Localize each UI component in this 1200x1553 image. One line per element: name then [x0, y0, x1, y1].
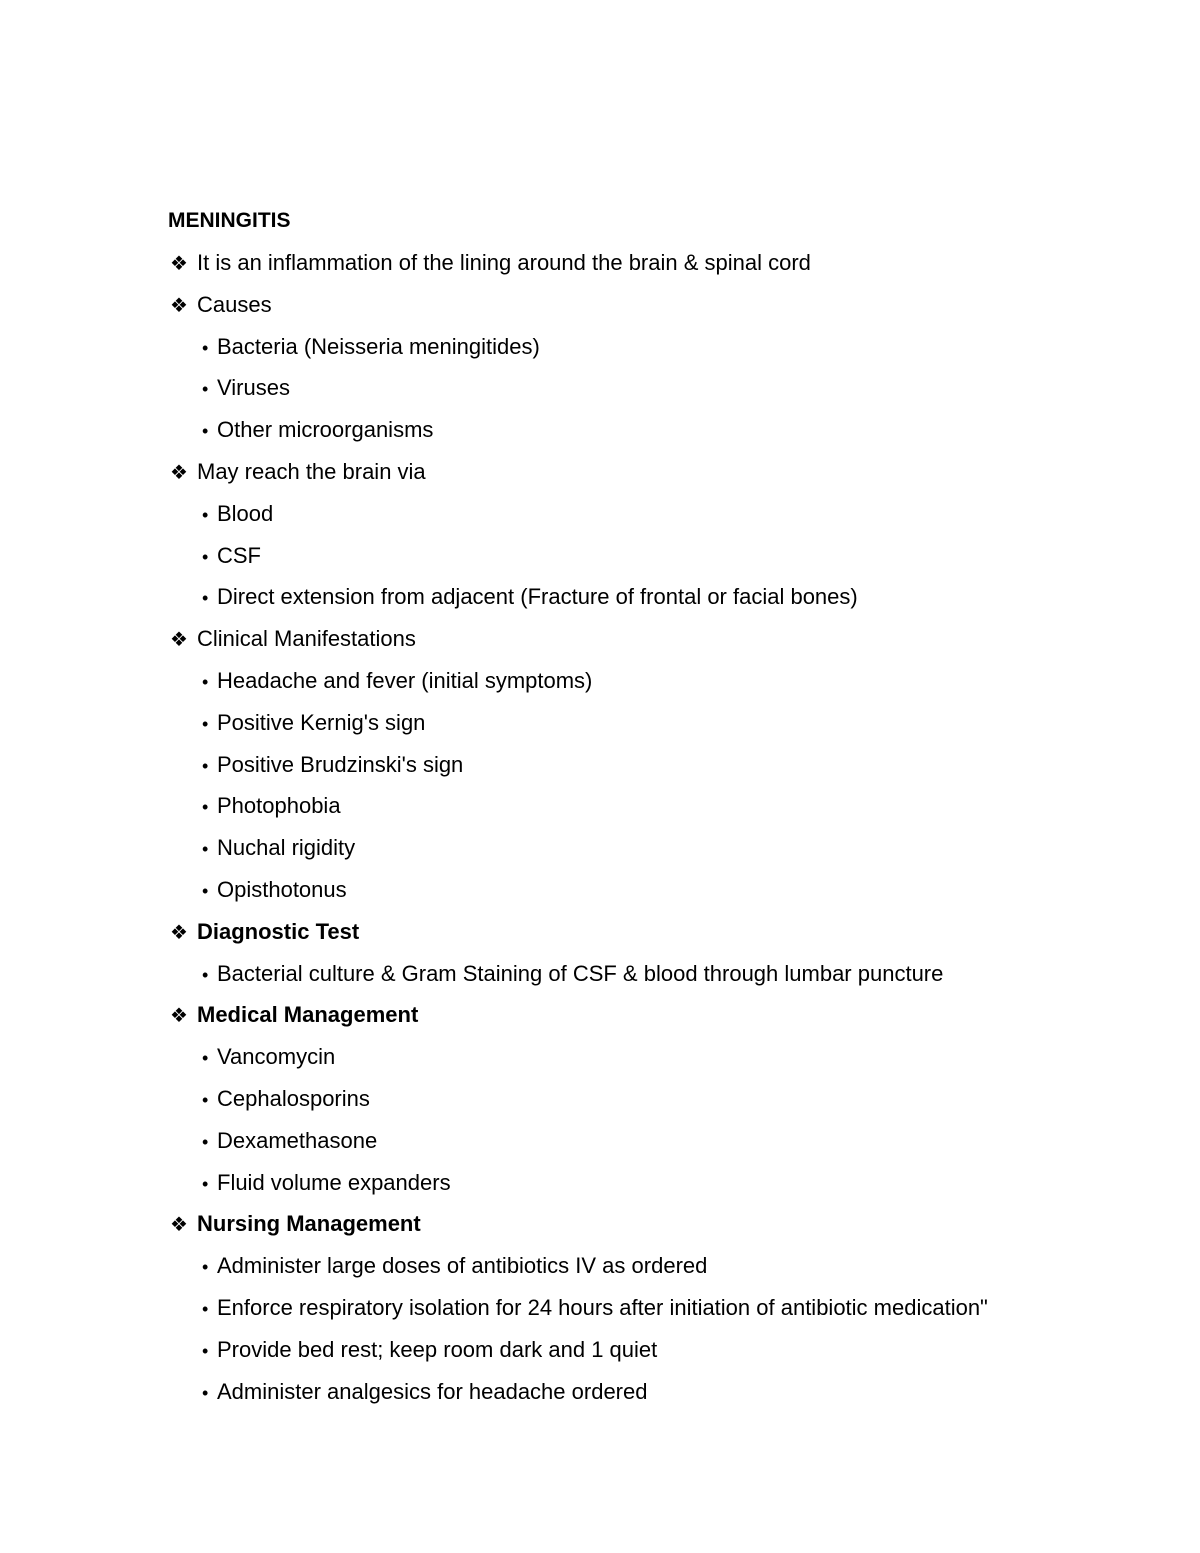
list-item-text: Administer analgesics for headache ordered	[217, 1379, 648, 1404]
list-item	[202, 960, 943, 989]
list-item-text: Opisthotonus	[217, 877, 347, 902]
bullet-dot-icon: •	[202, 1174, 209, 1194]
diamond-bullet-icon: ❖	[170, 1005, 188, 1027]
list-item-text: Nuchal rigidity	[217, 835, 356, 860]
bullet-dot-icon: •	[202, 839, 209, 859]
list-item	[202, 542, 261, 571]
list-item	[202, 1294, 988, 1323]
section-heading-text: Diagnostic Test	[197, 919, 360, 944]
diamond-bullet-icon: ❖	[170, 295, 188, 317]
list-item	[202, 1085, 370, 1114]
document-title: MENINGITIS	[168, 209, 291, 232]
diamond-bullet-icon: ❖	[170, 462, 188, 484]
section-heading	[170, 918, 359, 947]
bullet-dot-icon: •	[202, 1299, 209, 1319]
list-item	[202, 751, 463, 780]
list-item	[202, 374, 290, 403]
list-item-text: Cephalosporins	[217, 1086, 370, 1111]
bullet-dot-icon: •	[202, 1132, 209, 1152]
list-item	[202, 416, 433, 445]
list-item-text: Bacteria (Neisseria meningitides)	[217, 334, 540, 359]
section-heading-text: Clinical Manifestations	[197, 626, 416, 651]
section-heading-text: Nursing Management	[197, 1211, 421, 1236]
list-item	[202, 792, 341, 821]
diamond-bullet-icon: ❖	[170, 1214, 188, 1236]
bullet-dot-icon: •	[202, 421, 209, 441]
list-item	[202, 583, 858, 612]
bullet-dot-icon: •	[202, 1341, 209, 1361]
list-item-text: Dexamethasone	[217, 1128, 378, 1153]
list-item	[202, 1043, 335, 1072]
bullet-dot-icon: •	[202, 881, 209, 901]
list-item-text: Blood	[217, 501, 274, 526]
bullet-dot-icon: •	[202, 338, 209, 358]
section-heading	[170, 625, 416, 654]
diamond-bullet-icon: ❖	[170, 629, 188, 651]
list-item-text: Other microorganisms	[217, 417, 434, 442]
section-heading	[170, 458, 426, 487]
section-heading	[170, 1001, 418, 1030]
section-heading-text: Medical Management	[197, 1002, 419, 1027]
list-item-text: Positive Kernig's sign	[217, 710, 426, 735]
bullet-dot-icon: •	[202, 547, 209, 567]
list-item-text: Direct extension from adjacent (Fracture of frontal or facial bones)	[217, 584, 858, 609]
bullet-dot-icon: •	[202, 1090, 209, 1110]
bullet-dot-icon: •	[202, 797, 209, 817]
list-item	[202, 1127, 377, 1156]
section-heading-text: May reach the brain via	[197, 459, 426, 484]
list-item	[202, 876, 347, 905]
section-heading	[170, 249, 811, 278]
bullet-dot-icon: •	[202, 1383, 209, 1403]
bullet-dot-icon: •	[202, 714, 209, 734]
section-heading-text: It is an inflammation of the lining around the brain & spinal cord	[197, 250, 811, 275]
bullet-dot-icon: •	[202, 588, 209, 608]
section-heading-text: Causes	[197, 292, 272, 317]
diamond-bullet-icon: ❖	[170, 922, 188, 944]
list-item-text: Photophobia	[217, 793, 341, 818]
bullet-dot-icon: •	[202, 379, 209, 399]
diamond-bullet-icon: ❖	[170, 253, 188, 275]
bullet-dot-icon: •	[202, 1257, 209, 1277]
list-item-text: Fluid volume expanders	[217, 1170, 451, 1195]
list-item-text: CSF	[217, 543, 261, 568]
bullet-dot-icon: •	[202, 505, 209, 525]
list-item	[202, 1252, 707, 1281]
bullet-dot-icon: •	[202, 756, 209, 776]
bullet-dot-icon: •	[202, 672, 209, 692]
list-item-text: Positive Brudzinski's sign	[217, 752, 464, 777]
list-item-text: Enforce respiratory isolation for 24 hours after initiation of antibiotic medication"	[217, 1295, 988, 1320]
list-item	[202, 1336, 657, 1365]
bullet-dot-icon: •	[202, 965, 209, 985]
section-heading	[170, 291, 272, 320]
list-item-text: Administer large doses of antibiotics IV as ordered	[217, 1253, 708, 1278]
list-item	[202, 500, 273, 529]
list-item	[202, 333, 540, 362]
list-item-text: Bacterial culture & Gram Staining of CSF & blood through lumbar puncture	[217, 961, 944, 986]
section-heading	[170, 1210, 421, 1239]
list-item	[202, 1378, 647, 1407]
list-item-text: Viruses	[217, 375, 290, 400]
bullet-dot-icon: •	[202, 1048, 209, 1068]
list-item-text: Headache and fever (initial symptoms)	[217, 668, 593, 693]
list-item	[202, 709, 425, 738]
list-item	[202, 1169, 451, 1198]
list-item	[202, 667, 592, 696]
list-item-text: Vancomycin	[217, 1044, 336, 1069]
list-item-text: Provide bed rest; keep room dark and 1 quiet	[217, 1337, 658, 1362]
list-item	[202, 834, 355, 863]
